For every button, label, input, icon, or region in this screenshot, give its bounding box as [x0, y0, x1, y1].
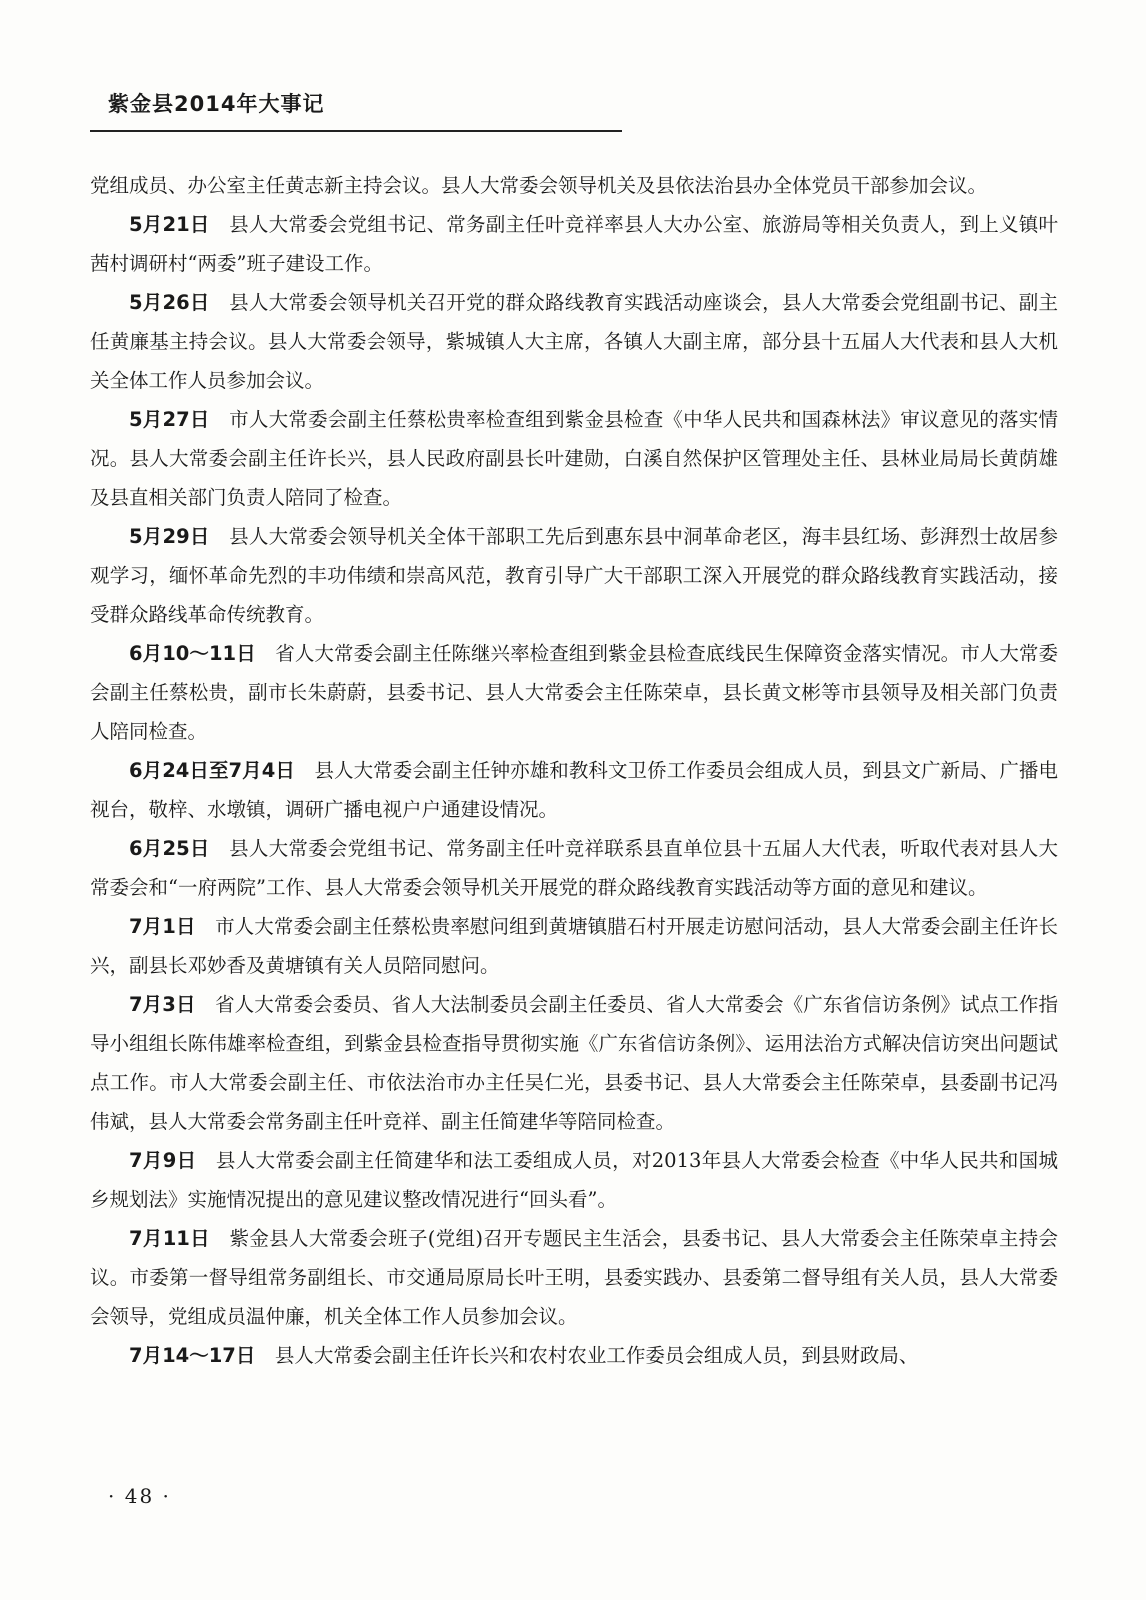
entry-paragraph — [90, 634, 1058, 751]
page-number: · 48 · — [108, 1484, 171, 1508]
entry-paragraph — [90, 1336, 1058, 1375]
entry-date: 7月1日 — [129, 915, 196, 938]
entry-paragraph — [90, 400, 1058, 517]
entry-text: 县人大常委会领导机关全体干部职工先后到惠东县中洞革命老区，海丰县红场、彭湃烈士故居参观学习，缅怀革命先烈的丰功伟绩和崇高风范，教育引导广大干部职工深入开展党的群众路线教育实践活动，接受群众路线革命传统教育。 — [90, 525, 1058, 626]
entry-text: 市人大常委会副主任蔡松贵率慰问组到黄塘镇腊石村开展走访慰问活动，县人大常委会副主任许长兴，副县长邓妙香及黄塘镇有关人员陪同慰问。 — [90, 915, 1058, 977]
entry-text: 县人大常委会领导机关召开党的群众路线教育实践活动座谈会，县人大常委会党组副书记、副主任黄廉基主持会议。县人大常委会领导，紫城镇人大主席，各镇人大副主席，部分县十五届人大代表和县人大机关全体工作人员参加会议。 — [90, 291, 1058, 392]
entry-date: 6月25日 — [129, 837, 210, 860]
entry-text: 县人大常委会副主任许长兴和农村农业工作委员会组成人员，到县财政局、 — [274, 1344, 919, 1367]
entry-date: 5月21日 — [129, 213, 210, 236]
entry-date: 6月10～11日 — [129, 642, 256, 665]
entry-text: 市人大常委会副主任蔡松贵率检查组到紫金县检查《中华人民共和国森林法》审议意见的落实情况。县人大常委会副主任许长兴，县人民政府副县长叶建勋，白溪自然保护区管理处主任、县林业局局长黄荫雄及县直相关部门负责人陪同了检查。 — [90, 408, 1058, 509]
continuation-paragraph: 党组成员、办公室主任黄志新主持会议。县人大常委会领导机关及县依法治县办全体党员干部参加会议。 — [90, 174, 988, 197]
entry-date: 7月14～17日 — [129, 1344, 256, 1367]
entry-text: 省人大常委会副主任陈继兴率检查组到紫金县检查底线民生保障资金落实情况。市人大常委会副主任蔡松贵，副市长朱蔚蔚，县委书记、县人大常委会主任陈荣卓，县长黄文彬等市县领导及相关部门负责人陪同检查。 — [90, 642, 1058, 743]
entry-paragraph — [90, 205, 1058, 283]
entry-date: 7月11日 — [129, 1227, 211, 1250]
entry-text: 紫金县人大常委会班子(党组)召开专题民主生活会，县委书记、县人大常委会主任陈荣卓主持会议。市委第一督导组常务副组长、市交通局原局长叶王明，县委实践办、县委第二督导组有关人员，县人大常委会领导，党组成员温仲廉，机关全体工作人员参加会议。 — [90, 1227, 1058, 1328]
entry-date: 6月24日至7月4日 — [129, 759, 295, 782]
entry-paragraph — [90, 1141, 1058, 1219]
entry-date: 5月26日 — [129, 291, 210, 314]
entry-text: 县人大常委会党组书记、常务副主任叶竞祥率县人大办公室、旅游局等相关负责人，到上义镇叶茜村调研村“两委”班子建设工作。 — [90, 213, 1058, 275]
document-body — [90, 166, 1058, 1375]
entry-paragraph — [90, 829, 1058, 907]
header-rule — [90, 130, 622, 132]
entry-paragraph — [90, 1219, 1058, 1336]
entry-date: 7月3日 — [129, 993, 196, 1016]
entry-date: 7月9日 — [129, 1149, 197, 1172]
entry-text: 县人大常委会副主任简建华和法工委组成人员，对2013年县人大常委会检查《中华人民共和国城乡规划法》实施情况提出的意见建议整改情况进行“回头看”。 — [90, 1149, 1058, 1211]
entry-paragraph — [90, 751, 1058, 829]
entry-paragraph — [90, 517, 1058, 634]
entry-paragraph — [90, 283, 1058, 400]
running-header: 紫金县2014年大事记 — [108, 92, 325, 116]
entry-paragraph — [90, 985, 1058, 1141]
entry-text: 省人大常委会委员、省人大法制委员会副主任委员、省人大常委会《广东省信访条例》试点工作指导小组组长陈伟雄率检查组，到紫金县检查指导贯彻实施《广东省信访条例》、运用法治方式解决信访突出问题试点工作。市人大常委会副主任、市依法治市办主任吴仁光，县委书记、县人大常委会主任陈荣卓，县委副书记冯伟斌，县人大常委会常务副主任叶竞祥、副主任简建华等陪同检查。 — [90, 993, 1058, 1133]
entry-paragraph — [90, 907, 1058, 985]
entry-date: 5月29日 — [129, 525, 210, 548]
entry-date: 5月27日 — [129, 408, 210, 431]
entry-text: 县人大常委会副主任钟亦雄和教科文卫侨工作委员会组成人员，到县文广新局、广播电视台，敬梓、水墩镇，调研广播电视户户通建设情况。 — [90, 759, 1058, 821]
entry-text: 县人大常委会党组书记、常务副主任叶竞祥联系县直单位县十五届人大代表，听取代表对县人大常委会和“一府两院”工作、县人大常委会领导机关开展党的群众路线教育实践活动等方面的意见和建议。 — [90, 837, 1058, 899]
